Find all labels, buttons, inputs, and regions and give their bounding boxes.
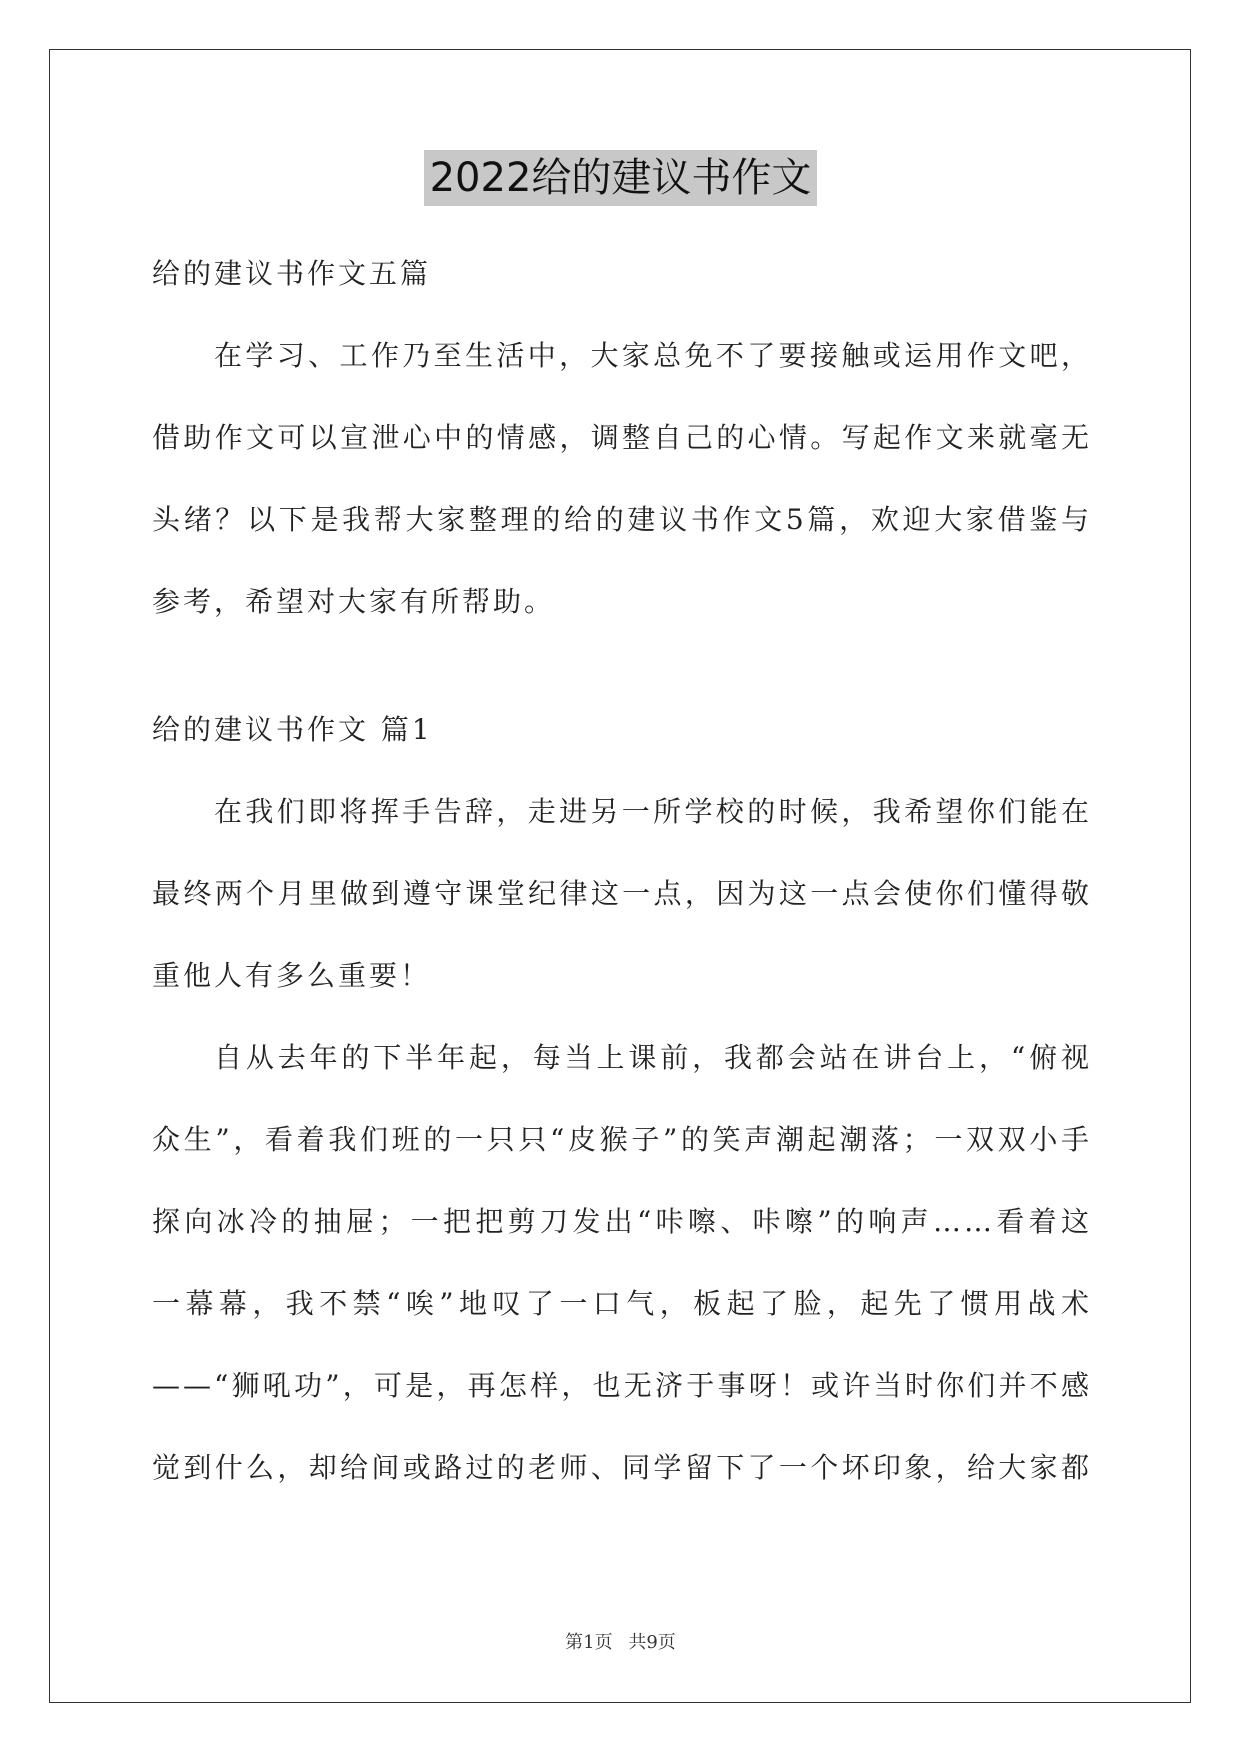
subtitle: 给的建议书作文五篇 xyxy=(152,257,432,290)
para2-line-4: 一幕幕，我不禁“唉”地叹了一口气，板起了脸，起先了惯用战术 xyxy=(152,1287,1092,1320)
para1-line-1: 在我们即将挥手告辞，走进另一所学校的时候，我希望你们能在 xyxy=(214,795,1092,828)
para2-line-5: ——“狮吼功”，可是，再怎样，也无济于事呀！或许当时你们并不感 xyxy=(152,1369,1092,1402)
para2-line-6: 觉到什么，却给间或路过的老师、同学留下了一个坏印象，给大家都 xyxy=(152,1451,1092,1484)
intro-line-1: 在学习、工作乃至生活中，大家总免不了要接触或运用作文吧， xyxy=(214,339,1092,372)
para2-line-2: 众生”，看着我们班的一只只“皮猴子”的笑声潮起潮落；一双双小手 xyxy=(152,1123,1092,1156)
para1-line-2: 最终两个月里做到遵守课堂纪律这一点，因为这一点会使你们懂得敬 xyxy=(152,877,1092,910)
para2-line-3: 探向冰冷的抽屉；一把把剪刀发出“咔嚓、咔嚓”的响声……看着这 xyxy=(152,1205,1092,1238)
section-heading: 给的建议书作文 篇1 xyxy=(152,713,433,746)
page-footer: 第1页 共9页 xyxy=(565,1632,676,1653)
intro-line-4: 参考，希望对大家有所帮助。 xyxy=(152,585,556,618)
para2-line-1: 自从去年的下半年起，每当上课前，我都会站在讲台上，“俯视 xyxy=(214,1041,1092,1074)
intro-line-3: 头绪？以下是我帮大家整理的给的建议书作文5篇，欢迎大家借鉴与 xyxy=(152,503,1092,536)
document-body xyxy=(152,233,1092,1509)
para1-line-3: 重他人有多么重要！ xyxy=(152,959,432,992)
paragraph-gap xyxy=(152,643,1092,689)
intro-line-2: 借助作文可以宣泄心中的情感，调整自己的心情。写起作文来就毫无 xyxy=(152,421,1092,454)
document-title: 2022给的建议书作文 xyxy=(424,150,818,206)
title-container xyxy=(0,150,1241,206)
